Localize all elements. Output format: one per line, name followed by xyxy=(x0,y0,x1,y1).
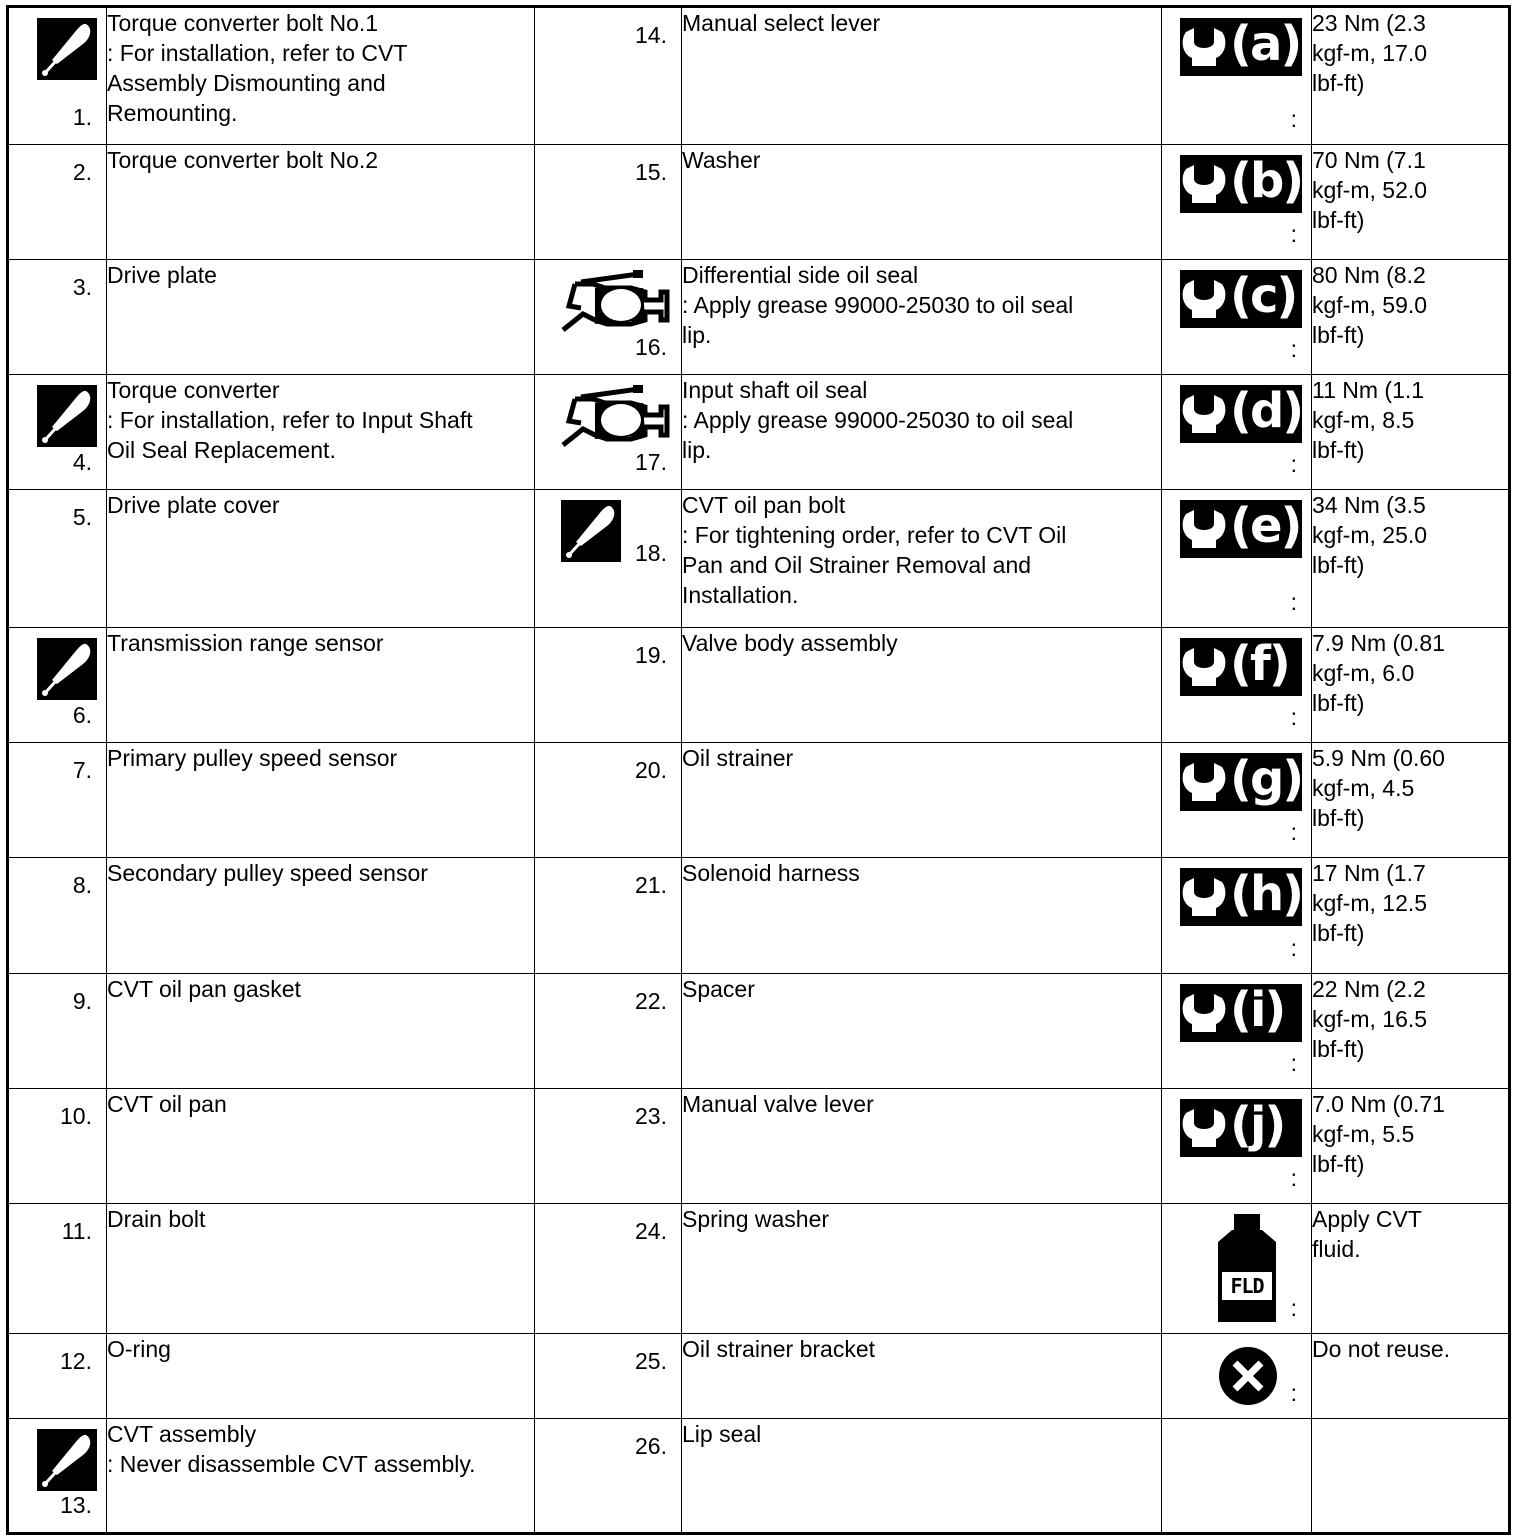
item-description-line: : For installation, refer to CVT xyxy=(107,40,408,66)
symbol-value xyxy=(1312,260,1510,375)
item-number-cell xyxy=(8,1203,107,1333)
item-description-line: Manual valve lever xyxy=(682,1090,874,1117)
table-row xyxy=(8,628,1510,743)
item-description-line: Primary pulley speed sensor xyxy=(107,745,398,772)
item-number-cell xyxy=(8,490,107,628)
item-number-cell xyxy=(8,628,107,743)
symbol-value-line: kgf-m, 8.5 xyxy=(1312,407,1415,434)
item-description-line: CVT oil pan gasket xyxy=(107,975,301,1002)
item-number: 8. xyxy=(72,872,92,899)
symbol-wrap xyxy=(1180,1096,1302,1157)
item-number-cell xyxy=(535,7,682,145)
wrench-icon xyxy=(1180,638,1302,696)
item-description xyxy=(682,743,1162,858)
item-number-cell xyxy=(8,1418,107,1533)
item-number: 7. xyxy=(72,757,92,784)
item-description xyxy=(682,1418,1162,1533)
item-number-cell xyxy=(535,1088,682,1203)
symbol-cell xyxy=(1162,1203,1312,1333)
item-description-line: Pan and Oil Strainer Removal and xyxy=(682,552,1032,579)
item-description xyxy=(107,145,535,260)
item-description-line: Input shaft oil seal xyxy=(682,377,868,404)
table-row xyxy=(8,743,1510,858)
do-not-reuse-icon xyxy=(1218,1346,1278,1406)
table-row xyxy=(8,1203,1510,1333)
item-number-cell xyxy=(8,7,107,145)
symbol-cell xyxy=(1162,973,1312,1088)
item-description xyxy=(682,260,1162,375)
item-number-cell xyxy=(535,1418,682,1533)
wrench-letter: (f) xyxy=(1230,636,1289,693)
icon-wrap xyxy=(561,270,671,339)
item-description xyxy=(107,858,535,973)
wrench-icon xyxy=(1180,981,1302,1042)
wrench-icon xyxy=(1180,270,1302,328)
wrench-letter: (d) xyxy=(1230,383,1303,440)
item-description xyxy=(682,490,1162,628)
symbol-wrap xyxy=(1218,1346,1278,1413)
item-number: 19. xyxy=(635,642,667,669)
icon-wrap xyxy=(561,500,621,569)
wrench-icon xyxy=(1180,385,1302,443)
item-number-cell xyxy=(535,858,682,973)
disassembly-caution-icon xyxy=(37,1429,97,1491)
table-row xyxy=(8,1418,1510,1533)
symbol-value-line: lbf-ft) xyxy=(1312,920,1365,947)
item-description-line: Transmission range sensor xyxy=(107,630,384,657)
symbol-value-line: lbf-ft) xyxy=(1312,805,1365,832)
item-description xyxy=(682,145,1162,260)
colon: : xyxy=(1290,819,1297,846)
item-number: 18. xyxy=(635,540,667,567)
disassembly-caution-icon xyxy=(561,500,621,562)
colon: : xyxy=(1290,1164,1297,1191)
item-description-line: : For tightening order, refer to CVT Oil xyxy=(682,522,1067,549)
item-description-line: Drive plate cover xyxy=(107,492,280,519)
symbol-value-line: 5.9 Nm (0.60 xyxy=(1312,745,1445,772)
disassembly-caution-icon xyxy=(37,385,97,447)
item-description xyxy=(107,743,535,858)
item-description xyxy=(682,628,1162,743)
symbol-value-line: 34 Nm (3.5 xyxy=(1312,492,1426,519)
symbol-cell xyxy=(1162,1418,1312,1533)
item-description xyxy=(682,858,1162,973)
item-number: 25. xyxy=(635,1347,667,1374)
item-description-line: Secondary pulley speed sensor xyxy=(107,860,428,887)
symbol-value-line: kgf-m, 17.0 xyxy=(1312,40,1428,66)
item-description xyxy=(107,628,535,743)
symbol-value-line: kgf-m, 6.0 xyxy=(1312,660,1415,687)
item-description-line: Manual select lever xyxy=(682,10,881,36)
item-description-line: : Apply grease 99000-25030 to oil seal xyxy=(682,407,1074,434)
wrench-letter: (b) xyxy=(1230,153,1303,210)
colon: : xyxy=(1290,1294,1297,1321)
symbol-value xyxy=(1312,628,1510,743)
table-row xyxy=(8,858,1510,973)
item-description-line: O-ring xyxy=(107,1335,171,1362)
symbol-value xyxy=(1312,1088,1510,1203)
item-number: 10. xyxy=(60,1102,92,1129)
item-description-line: Drain bolt xyxy=(107,1205,206,1232)
item-description xyxy=(107,1418,535,1533)
table-row xyxy=(8,7,1510,145)
colon: : xyxy=(1290,1379,1297,1406)
legend-body xyxy=(8,7,1510,1534)
symbol-value-line: kgf-m, 12.5 xyxy=(1312,890,1428,917)
item-number: 13. xyxy=(60,1492,92,1518)
colon: : xyxy=(1290,589,1297,616)
item-description-line: CVT assembly xyxy=(107,1420,257,1447)
symbol-value-line: kgf-m, 52.0 xyxy=(1312,177,1428,204)
table-row xyxy=(8,260,1510,375)
disassembly-caution-icon xyxy=(37,638,97,700)
symbol-wrap xyxy=(1180,270,1302,328)
wrench-icon xyxy=(1180,1096,1302,1157)
item-description-line: lip. xyxy=(682,437,712,464)
item-number-cell xyxy=(535,375,682,490)
grease-gun-icon xyxy=(561,270,671,332)
item-number: 14. xyxy=(635,22,667,48)
wrench-letter: (e) xyxy=(1230,498,1301,555)
item-description-line: : Apply grease 99000-25030 to oil seal xyxy=(682,292,1074,319)
item-number: 22. xyxy=(635,987,667,1014)
item-number-cell xyxy=(535,628,682,743)
wrench-icon xyxy=(1180,868,1302,926)
symbol-value-line: 70 Nm (7.1 xyxy=(1312,147,1426,174)
colon: : xyxy=(1290,451,1297,478)
colon: : xyxy=(1290,1049,1297,1076)
item-number-cell xyxy=(8,375,107,490)
item-number: 20. xyxy=(635,757,667,784)
symbol-value xyxy=(1312,490,1510,628)
symbol-cell xyxy=(1162,1088,1312,1203)
item-description xyxy=(682,973,1162,1088)
item-number: 4. xyxy=(72,449,92,476)
item-description-line: Oil strainer xyxy=(682,745,794,772)
wrench-letter: (g) xyxy=(1230,751,1303,808)
table-row xyxy=(8,973,1510,1088)
symbol-cell xyxy=(1162,375,1312,490)
symbol-cell xyxy=(1162,628,1312,743)
item-number: 12. xyxy=(60,1347,92,1374)
wrench-icon xyxy=(1180,18,1302,76)
symbol-cell xyxy=(1162,743,1312,858)
item-description-line: Torque converter bolt No.2 xyxy=(107,147,379,174)
symbol-wrap xyxy=(1180,155,1302,213)
item-number: 11. xyxy=(61,1217,92,1244)
symbol-value-line: 22 Nm (2.2 xyxy=(1312,975,1426,1002)
item-number: 17. xyxy=(635,449,667,476)
symbol-value-line: lbf-ft) xyxy=(1312,207,1365,234)
item-description-line: Spring washer xyxy=(682,1205,830,1232)
symbol-value-line: lbf-ft) xyxy=(1312,1035,1365,1062)
wrench-letter: (h) xyxy=(1230,866,1303,923)
symbol-value xyxy=(1312,743,1510,858)
item-description xyxy=(107,1203,535,1333)
symbol-value-line: lbf-ft) xyxy=(1312,1150,1365,1177)
item-description xyxy=(107,973,535,1088)
item-number: 24. xyxy=(635,1217,667,1244)
item-description-line: Solenoid harness xyxy=(682,860,860,887)
symbol-value xyxy=(1312,858,1510,973)
item-description-line: Oil Seal Replacement. xyxy=(107,437,336,464)
item-number-cell xyxy=(535,973,682,1088)
item-number-cell xyxy=(535,1203,682,1333)
item-description xyxy=(107,7,535,145)
item-number: 23. xyxy=(635,1102,667,1129)
wrench-icon xyxy=(1180,753,1302,811)
item-description xyxy=(682,1203,1162,1333)
symbol-value-line: 17 Nm (1.7 xyxy=(1312,860,1426,887)
symbol-value-line: fluid. xyxy=(1312,1235,1361,1262)
symbol-cell xyxy=(1162,490,1312,628)
colon: : xyxy=(1290,336,1297,363)
wrench-letter: (j) xyxy=(1230,1096,1285,1153)
symbol-value-line: 11 Nm (1.1 xyxy=(1312,377,1425,404)
icon-wrap xyxy=(561,385,671,454)
colon: : xyxy=(1290,221,1297,248)
item-number-cell xyxy=(8,145,107,260)
item-description-line: : Never disassemble CVT assembly. xyxy=(107,1450,476,1477)
symbol-wrap xyxy=(1180,868,1302,926)
symbol-value xyxy=(1312,145,1510,260)
symbol-wrap xyxy=(1214,1214,1280,1322)
item-description xyxy=(107,260,535,375)
item-description xyxy=(107,490,535,628)
symbol-cell xyxy=(1162,260,1312,375)
wrench-letter: (a) xyxy=(1230,16,1301,72)
table-row xyxy=(8,490,1510,628)
item-description-line: CVT oil pan xyxy=(107,1090,227,1117)
item-description xyxy=(682,375,1162,490)
table-row xyxy=(8,1088,1510,1203)
item-description-line: CVT oil pan bolt xyxy=(682,492,846,519)
symbol-value xyxy=(1312,7,1510,145)
item-number: 1. xyxy=(72,104,92,131)
item-description-line: Torque converter xyxy=(107,377,280,404)
grease-gun-icon xyxy=(561,385,671,447)
symbol-value-line: lbf-ft) xyxy=(1312,690,1365,717)
symbol-value-line: kgf-m, 4.5 xyxy=(1312,775,1415,802)
item-number-cell xyxy=(8,260,107,375)
item-description-line: Spacer xyxy=(682,975,755,1002)
item-number: 9. xyxy=(72,987,92,1014)
symbol-value xyxy=(1312,1203,1510,1333)
disassembly-caution-icon xyxy=(37,18,97,80)
item-description-line: Assembly Dismounting and xyxy=(107,70,386,96)
item-number-cell xyxy=(535,490,682,628)
symbol-wrap xyxy=(1180,753,1302,811)
item-number: 2. xyxy=(72,159,92,186)
item-description xyxy=(107,375,535,490)
item-description xyxy=(107,1333,535,1418)
symbol-value-line: Apply CVT xyxy=(1312,1205,1422,1232)
symbol-wrap xyxy=(1180,18,1302,76)
wrench-icon xyxy=(1180,155,1302,213)
item-number: 5. xyxy=(72,504,92,531)
item-number-cell xyxy=(535,145,682,260)
symbol-wrap xyxy=(1180,500,1302,558)
fluid-label: FLD xyxy=(1230,1273,1264,1298)
symbol-value-line: 80 Nm (8.2 xyxy=(1312,262,1426,289)
table-row xyxy=(8,375,1510,490)
parts-legend-table xyxy=(6,5,1511,1535)
symbol-cell xyxy=(1162,1333,1312,1418)
item-number-cell xyxy=(535,1333,682,1418)
item-description-line: Oil strainer bracket xyxy=(682,1335,876,1362)
item-description-line: Lip seal xyxy=(682,1420,762,1447)
icon-wrap xyxy=(37,1429,97,1498)
symbol-value-line: kgf-m, 59.0 xyxy=(1312,292,1428,319)
icon-wrap xyxy=(37,638,97,707)
wrench-letter: (i) xyxy=(1230,981,1285,1038)
item-number-cell xyxy=(535,743,682,858)
item-description xyxy=(682,7,1162,145)
wrench-icon xyxy=(1180,500,1302,558)
symbol-value-line: kgf-m, 25.0 xyxy=(1312,522,1428,549)
symbol-value xyxy=(1312,1418,1510,1533)
item-description-line: Remounting. xyxy=(107,100,238,126)
icon-wrap xyxy=(37,18,97,87)
item-description-line: lip. xyxy=(682,322,712,349)
item-description-line: Installation. xyxy=(682,582,799,609)
symbol-value-line: kgf-m, 16.5 xyxy=(1312,1005,1428,1032)
item-number: 3. xyxy=(72,274,92,301)
item-description-line: : For installation, refer to Input Shaft xyxy=(107,407,473,434)
table-row xyxy=(8,1333,1510,1418)
item-description-line: Differential side oil seal xyxy=(682,262,919,289)
symbol-cell xyxy=(1162,145,1312,260)
item-description xyxy=(682,1333,1162,1418)
symbol-value xyxy=(1312,375,1510,490)
item-number: 16. xyxy=(635,334,667,361)
symbol-wrap xyxy=(1180,981,1302,1042)
symbol-value xyxy=(1312,1333,1510,1418)
item-description xyxy=(107,1088,535,1203)
symbol-wrap xyxy=(1180,385,1302,443)
symbol-value-line: lbf-ft) xyxy=(1312,70,1365,96)
item-number: 6. xyxy=(72,702,92,729)
item-number: 15. xyxy=(635,159,667,186)
colon: : xyxy=(1290,704,1297,731)
item-number: 21. xyxy=(635,872,667,899)
colon: : xyxy=(1290,934,1297,961)
item-number-cell xyxy=(8,743,107,858)
item-number-cell xyxy=(8,973,107,1088)
item-number-cell xyxy=(535,260,682,375)
symbol-cell xyxy=(1162,858,1312,973)
icon-wrap xyxy=(37,385,97,454)
symbol-value-line: kgf-m, 5.5 xyxy=(1312,1120,1415,1147)
colon: : xyxy=(1290,106,1297,133)
item-description-line: Valve body assembly xyxy=(682,630,898,657)
symbol-value-line: 7.9 Nm (0.81 xyxy=(1312,630,1445,657)
fluid-bottle-icon xyxy=(1214,1214,1280,1322)
item-number-cell xyxy=(8,858,107,973)
item-description xyxy=(682,1088,1162,1203)
symbol-value-line: 7.0 Nm (0.71 xyxy=(1312,1090,1445,1117)
symbol-value-line: lbf-ft) xyxy=(1312,552,1365,579)
item-number-cell xyxy=(8,1088,107,1203)
item-number-cell xyxy=(8,1333,107,1418)
symbol-value xyxy=(1312,973,1510,1088)
item-description-line: Torque converter bolt No.1 xyxy=(107,10,379,36)
symbol-wrap xyxy=(1180,638,1302,696)
symbol-value-line: lbf-ft) xyxy=(1312,437,1365,464)
item-description-line: Washer xyxy=(682,147,761,174)
item-number: 26. xyxy=(635,1432,667,1459)
table-row xyxy=(8,145,1510,260)
symbol-value-line: Do not reuse. xyxy=(1312,1335,1451,1362)
item-description-line: Drive plate xyxy=(107,262,217,289)
wrench-letter: (c) xyxy=(1230,268,1297,325)
symbol-value-line: 23 Nm (2.3 xyxy=(1312,10,1426,36)
symbol-cell xyxy=(1162,7,1312,145)
symbol-value-line: lbf-ft) xyxy=(1312,322,1365,349)
